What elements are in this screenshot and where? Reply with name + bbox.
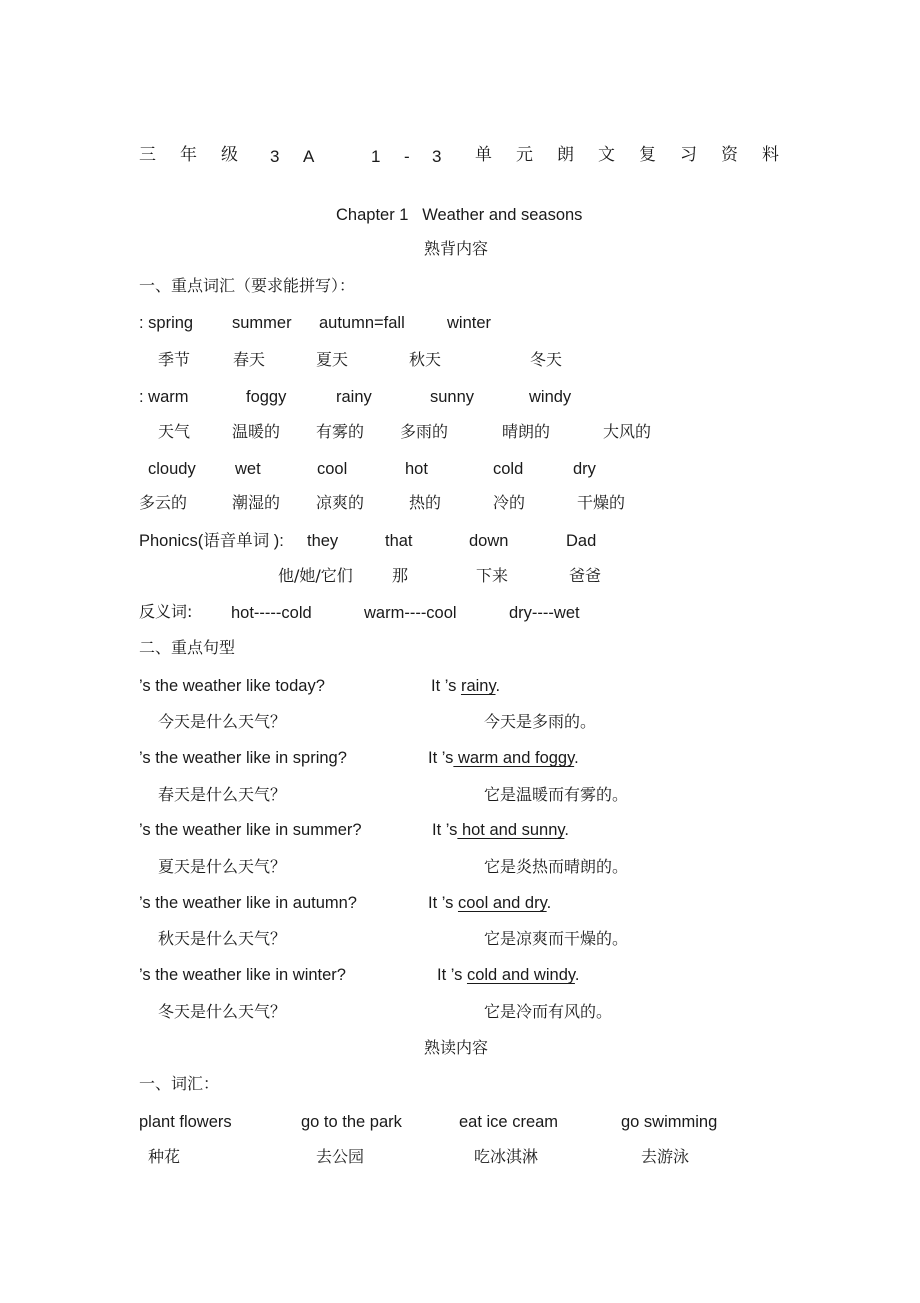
phrase: plant flowers bbox=[139, 1113, 232, 1131]
phonics-label: Phonics(语音单词 ): bbox=[139, 532, 284, 550]
title-char: - bbox=[404, 147, 410, 166]
vocab-word: : spring bbox=[139, 314, 194, 332]
pattern-answer bbox=[432, 822, 569, 839]
pattern-answer-zh: 它是凉爽而干燥的。 bbox=[484, 929, 629, 948]
title-char: 料 bbox=[762, 145, 779, 165]
vocab-word: windy bbox=[529, 388, 572, 406]
phrase: eat ice cream bbox=[459, 1113, 559, 1131]
vocab-meaning: 干燥的 bbox=[577, 493, 626, 512]
vocab-meaning: 天气 bbox=[158, 422, 191, 441]
pattern-answer-zh: 它是炎热而晴朗的。 bbox=[484, 857, 629, 876]
answer-keyword: hot and sunny bbox=[457, 821, 565, 839]
answer-prefix: It ’s bbox=[428, 749, 454, 767]
pattern-question: ’s the weather like in summer? bbox=[139, 821, 362, 839]
vocab-word: winter bbox=[447, 314, 492, 332]
patterns-heading: 二、重点句型 bbox=[139, 638, 236, 657]
pattern-question-zh: 今天是什么天气？ bbox=[158, 712, 287, 731]
vocab-meaning: 晴朗的 bbox=[502, 422, 551, 441]
pattern-answer-zh: 它是温暖而有雾的。 bbox=[484, 785, 629, 804]
vocab-word: autumn=fall bbox=[319, 314, 405, 332]
title-char: 3 bbox=[432, 147, 442, 166]
title-char: 1 bbox=[371, 147, 381, 166]
vocab-word: : warm bbox=[139, 388, 189, 406]
answer-keyword: cold and windy bbox=[466, 966, 575, 984]
vocab-meaning: 夏天 bbox=[316, 350, 349, 369]
antonyms-label: 反义词: bbox=[139, 602, 193, 621]
antonym-pair: dry----wet bbox=[509, 604, 580, 622]
answer-suffix: . bbox=[495, 677, 501, 695]
pattern-answer bbox=[428, 895, 551, 912]
title-char: 文 bbox=[598, 145, 615, 165]
vocab-meaning: 冬天 bbox=[530, 350, 563, 369]
vocab-word: hot bbox=[405, 460, 428, 478]
vocab-meaning: 热的 bbox=[409, 493, 442, 512]
phrase: go to the park bbox=[301, 1113, 402, 1131]
vocab-word: foggy bbox=[246, 388, 287, 406]
vocab-meaning: 多云的 bbox=[139, 493, 188, 512]
vocab-meaning: 冷的 bbox=[493, 493, 526, 512]
answer-suffix: . bbox=[546, 894, 552, 912]
answer-suffix: . bbox=[574, 966, 580, 984]
pattern-answer-zh: 它是冷而有风的。 bbox=[484, 1002, 613, 1021]
vocab-word: rainy bbox=[336, 388, 372, 406]
title-char: 朗 bbox=[557, 145, 574, 165]
vocab-meaning: 凉爽的 bbox=[316, 493, 365, 512]
vocab-meaning: 大风的 bbox=[603, 422, 652, 441]
phrase-meaning: 去公园 bbox=[316, 1147, 365, 1166]
read-heading: 熟读内容 bbox=[424, 1038, 489, 1057]
answer-suffix: . bbox=[564, 821, 569, 839]
answer-suffix: . bbox=[574, 749, 579, 767]
phonics-meaning: 下来 bbox=[476, 566, 509, 585]
title-char: 元 bbox=[516, 145, 533, 165]
title-char: 三 bbox=[139, 145, 156, 165]
pattern-question: ’s the weather like in spring? bbox=[139, 749, 347, 767]
phrase-meaning: 种花 bbox=[148, 1147, 181, 1166]
phonics-meaning: 那 bbox=[392, 566, 409, 585]
title-char: 习 bbox=[680, 145, 697, 165]
vocab-word: dry bbox=[573, 460, 596, 478]
vocab-heading: 一、重点词汇（要求能拼写）： bbox=[139, 276, 356, 295]
vocab-word: wet bbox=[235, 460, 261, 478]
pattern-question-zh: 冬天是什么天气？ bbox=[158, 1002, 287, 1021]
vocab-word: summer bbox=[232, 314, 292, 332]
answer-prefix: It ’s bbox=[428, 894, 458, 912]
vocab-word: cool bbox=[317, 460, 348, 478]
pattern-question-zh: 春天是什么天气？ bbox=[158, 785, 287, 804]
vocab-meaning: 有雾的 bbox=[316, 422, 365, 441]
answer-keyword: cool and dry bbox=[457, 894, 547, 912]
title-char: 年 bbox=[180, 145, 197, 165]
phonics-word: they bbox=[307, 532, 339, 550]
pattern-question: ’s the weather like in winter? bbox=[139, 966, 346, 984]
vocab-meaning: 多雨的 bbox=[400, 422, 449, 441]
pattern-question-zh: 夏天是什么天气？ bbox=[158, 857, 287, 876]
title-char: 3 bbox=[270, 147, 280, 166]
title-char: A bbox=[303, 147, 315, 166]
title-char: 级 bbox=[221, 145, 238, 165]
phrase-meaning: 吃冰淇淋 bbox=[474, 1147, 539, 1166]
answer-keyword: warm and foggy bbox=[453, 749, 575, 767]
phonics-meaning: 爸爸 bbox=[569, 566, 602, 585]
vocab-word: cloudy bbox=[148, 460, 196, 478]
vocab-meaning: 秋天 bbox=[409, 350, 442, 369]
title-char: 资 bbox=[721, 145, 738, 165]
pattern-question-zh: 秋天是什么天气？ bbox=[158, 929, 287, 948]
title-char: 复 bbox=[639, 145, 656, 165]
answer-prefix: It ’s bbox=[431, 677, 461, 695]
phonics-word: Dad bbox=[566, 532, 597, 550]
vocab-meaning: 季节 bbox=[158, 350, 191, 369]
recite-heading: 熟背内容 bbox=[424, 239, 489, 258]
title-char: 单 bbox=[475, 145, 492, 165]
phrase-meaning: 去游泳 bbox=[641, 1147, 690, 1166]
answer-prefix: It ’s bbox=[432, 821, 458, 839]
vocab-meaning: 温暖的 bbox=[232, 422, 281, 441]
chapter-title: Chapter 1 Weather and seasons bbox=[336, 206, 583, 224]
pattern-answer bbox=[437, 967, 580, 984]
vocab-word: cold bbox=[493, 460, 524, 478]
vocab-meaning: 潮湿的 bbox=[232, 493, 281, 512]
pattern-question: ’s the weather like in autumn? bbox=[139, 894, 357, 912]
read-vocab-heading: 一、词汇： bbox=[139, 1074, 220, 1093]
pattern-answer bbox=[431, 678, 500, 695]
vocab-word: sunny bbox=[430, 388, 475, 406]
vocab-meaning: 春天 bbox=[233, 350, 266, 369]
answer-keyword: rainy bbox=[460, 677, 496, 695]
pattern-answer-zh: 今天是多雨的。 bbox=[484, 712, 597, 731]
phonics-word: that bbox=[385, 532, 413, 550]
pattern-answer bbox=[428, 750, 579, 767]
phrase: go swimming bbox=[621, 1113, 718, 1131]
pattern-question: ’s the weather like today? bbox=[139, 677, 325, 695]
phonics-meaning: 他/她/它们 bbox=[278, 566, 353, 585]
antonym-pair: hot-----cold bbox=[231, 604, 312, 622]
answer-prefix: It ’s bbox=[437, 966, 467, 984]
phonics-word: down bbox=[469, 532, 509, 550]
antonym-pair: warm----cool bbox=[364, 604, 457, 622]
